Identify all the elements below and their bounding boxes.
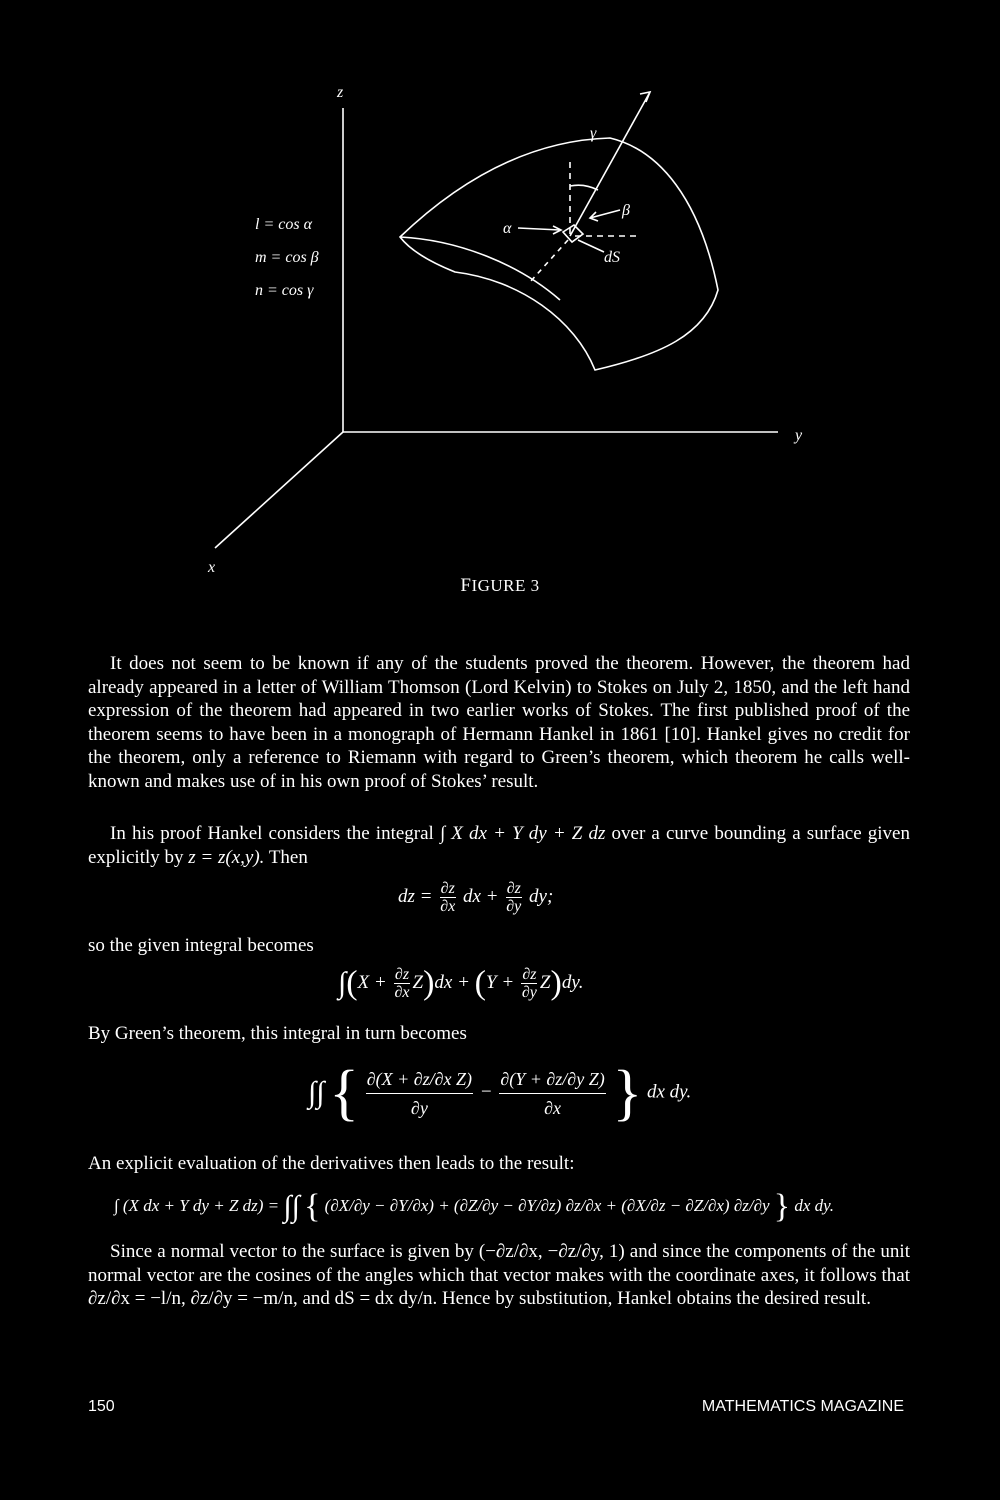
- surface-inner-edge: [400, 237, 560, 300]
- equation-double-integral: ∫∫ { $\frac{\text{∂(X + ∂z/∂x Z)}}{\partial y}$ − $\frac{\text{∂(Y + ∂z/∂y Z)}}{\partial x}$ } dx dy.: [308, 1059, 692, 1127]
- so-text: so the given integral becomes: [88, 935, 314, 956]
- y-label: y: [795, 427, 803, 444]
- alpha-label: α: [503, 220, 512, 237]
- green-text: By Green’s theorem, this integral in turn becomes: [88, 1023, 467, 1044]
- legend-l: l = cos α: [255, 216, 312, 233]
- x-axis: [215, 432, 343, 548]
- paragraph-1: It does not seem to be known if any of the students proved the theorem. However, the theorem had already appeared in a letter of William Thomson (Lord Kelvin) to Stokes on July 2, 1850, and the left hand expression of the theorem had appeared in two earlier works of Stokes. The first published proof of the theorem seems to have been in a monograph of Hermann Hankel in 1861 [10]. Hankel gives no credit for the theorem, only a reference to Riemann with regard to Green’s theorem, which theorem he calls well-known and makes use of in his own proof of Stokes’ result.: [88, 653, 910, 792]
- surface-patch: [400, 138, 718, 370]
- normal-vector: [570, 92, 650, 236]
- legend-n: n = cos γ: [255, 282, 314, 299]
- explicit-text: An explicit evaluation of the derivatives then leads to the result:: [88, 1153, 575, 1174]
- x-label: x: [208, 559, 216, 576]
- journal-name: MATHEMATICS MAGAZINE: [701, 1398, 904, 1415]
- figure-caption: FIGURE 3: [460, 575, 540, 596]
- ds-label: dS: [604, 249, 620, 266]
- figure-3-diagram: [0, 0, 1000, 620]
- page-number: 150: [88, 1398, 115, 1415]
- gamma-label: γ: [590, 125, 597, 142]
- paragraph-3: Since a normal vector to the surface is given by (−∂z/∂x, −∂z/∂y, 1) and since the components of the unit normal vector are the cosines of the angles which that vector makes with the coordinate axes, it follows that ∂z/∂x = −l/n, ∂z/∂y = −m/n, and dS = dx dy/n. Hence by substitution, Hankel obtains the desired result.: [88, 1241, 910, 1310]
- legend-m: m = cos β: [255, 249, 319, 266]
- equation-dz: dz = $\frac{\partial z}{\partial x}$ dx + $\frac{\partial z}{\partial y}$ dy;: [398, 880, 554, 915]
- beta-label: β: [622, 202, 630, 219]
- paragraph-2: In his proof Hankel considers the integral ∫ X dx + Y dy + Z dz over a curve bounding a surface given explicitly by z = z(x,y). Then: [88, 823, 910, 868]
- z-label: z: [337, 84, 344, 101]
- equation-result: ∫ (X dx + Y dy + Z dz) = ∫∫ { (∂X/∂y − ∂Y/∂x) + (∂Z/∂y − ∂Y/∂z) ∂z/∂x + (∂X/∂z − ∂Z/∂x) ∂z/∂y } dx dy.: [114, 1188, 835, 1225]
- equation-integral-substituted: ∫(X + $\frac{\partial z}{\partial x}$ Z)dx + (Y + $\frac{\partial z}{\partial y}$ Z)dy.: [338, 964, 584, 1002]
